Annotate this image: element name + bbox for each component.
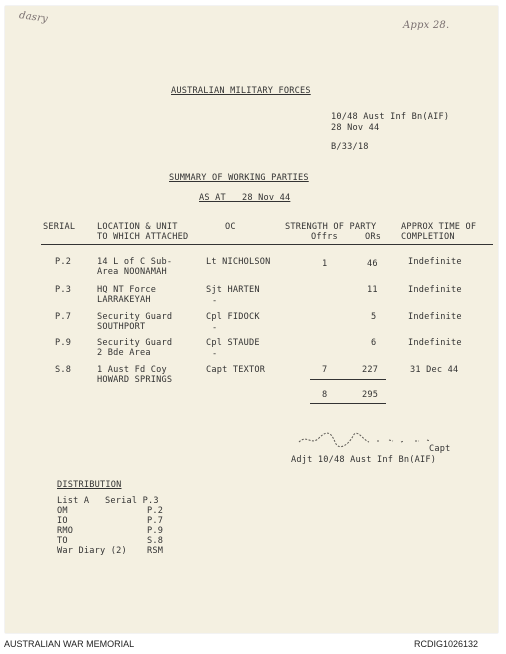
- row-oc-dash: -: [212, 349, 218, 359]
- col-header-oc: OC: [225, 222, 236, 232]
- document-page: [5, 6, 498, 633]
- row-oc: Cpl FIDOCK: [206, 312, 260, 322]
- total-offrs: 8: [322, 390, 328, 400]
- col-header-strength: STRENGTH OF PARTY: [285, 222, 377, 232]
- signature-rank: Capt: [429, 444, 451, 454]
- col-header-serial: SERIAL: [43, 222, 76, 232]
- row-serial: P.9: [55, 338, 72, 348]
- row-ors: 6: [371, 338, 377, 348]
- row-serial: S.8: [55, 365, 72, 375]
- distribution-serial: S.8: [147, 536, 164, 546]
- distribution-serial: P.9: [147, 526, 164, 536]
- footer-credit: AUSTRALIAN WAR MEMORIAL: [4, 639, 135, 649]
- col-header-offrs: Offrs: [311, 232, 338, 242]
- row-location-2: 2 Bde Area: [97, 348, 151, 358]
- document-subtitle: AS AT 28 Nov 44: [199, 193, 291, 203]
- col-header-ors: ORs: [365, 232, 382, 242]
- row-location: Security Guard: [97, 338, 173, 348]
- date-line: 28 Nov 44: [331, 123, 380, 133]
- row-oc: Sjt HARTEN: [206, 285, 260, 295]
- row-location: 14 L of C Sub-: [97, 257, 173, 267]
- row-location-2: LARRAKEYAH: [97, 295, 151, 305]
- row-approx: Indefinite: [408, 285, 462, 295]
- col-header-location-2: TO WHICH ATTACHED: [97, 232, 189, 242]
- row-approx: 31 Dec 44: [410, 365, 459, 375]
- row-ors: 11: [367, 285, 378, 295]
- row-oc-dash: -: [212, 296, 218, 306]
- signature-scribble: [297, 430, 447, 448]
- col-header-location: LOCATION & UNIT: [97, 222, 178, 232]
- distribution-heading: DISTRIBUTION: [57, 480, 122, 490]
- distribution-serial: Serial P.3: [105, 496, 159, 506]
- row-serial: P.2: [55, 257, 72, 267]
- row-oc: Lt NICHOLSON: [206, 257, 271, 267]
- row-location-2: Area NOONAMAH: [97, 267, 167, 277]
- distribution-to: TO: [57, 536, 68, 546]
- signature-title: Adjt 10/48 Aust Inf Bn(AIF): [291, 455, 437, 465]
- handwritten-scribble: dasry: [18, 10, 49, 25]
- totals-rule-top: [310, 379, 386, 380]
- row-location: 1 Aust Fd Coy: [97, 365, 167, 375]
- distribution-to: RMO: [57, 526, 74, 536]
- row-ors: 227: [362, 365, 379, 375]
- row-location-2: HOWARD SPRINGS: [97, 375, 173, 385]
- row-approx: Indefinite: [408, 338, 462, 348]
- distribution-to: IO: [57, 516, 68, 526]
- row-oc-dash: -: [212, 323, 218, 333]
- col-header-approx: APPROX TIME OF: [401, 222, 477, 232]
- distribution-serial: P.7: [147, 516, 164, 526]
- row-location-2: SOUTHPORT: [97, 322, 146, 332]
- footer-reference: RCDIG1026132: [414, 639, 479, 649]
- col-header-completion: COMPLETION: [401, 232, 455, 242]
- row-location: HQ NT Force: [97, 285, 157, 295]
- distribution-to: OM: [57, 506, 68, 516]
- distribution-serial: RSM: [147, 546, 164, 556]
- distribution-to: List A: [57, 496, 90, 506]
- row-serial: P.7: [55, 312, 72, 322]
- reference-line: B/33/18: [331, 142, 369, 152]
- row-approx: Indefinite: [408, 312, 462, 322]
- distribution-to: War Diary (2): [57, 546, 127, 556]
- row-serial: P.3: [55, 285, 72, 295]
- unit-line: 10/48 Aust Inf Bn(AIF): [331, 112, 450, 122]
- distribution-serial: P.2: [147, 506, 164, 516]
- row-location: Security Guard: [97, 312, 173, 322]
- row-ors: 46: [367, 259, 378, 269]
- totals-rule-bottom: [310, 403, 386, 404]
- row-oc: Capt TEXTOR: [206, 365, 266, 375]
- row-ors: 5: [371, 312, 377, 322]
- org-heading: AUSTRALIAN MILITARY FORCES: [171, 86, 311, 96]
- row-offrs: 7: [322, 365, 328, 375]
- appendix-marking: Appx 28.: [403, 20, 450, 31]
- row-offrs: 1: [322, 259, 328, 269]
- header-rule: [41, 244, 493, 245]
- total-ors: 295: [362, 390, 379, 400]
- document-title: SUMMARY OF WORKING PARTIES: [169, 173, 309, 183]
- row-approx: Indefinite: [408, 257, 462, 267]
- row-oc: Cpl STAUDE: [206, 338, 260, 348]
